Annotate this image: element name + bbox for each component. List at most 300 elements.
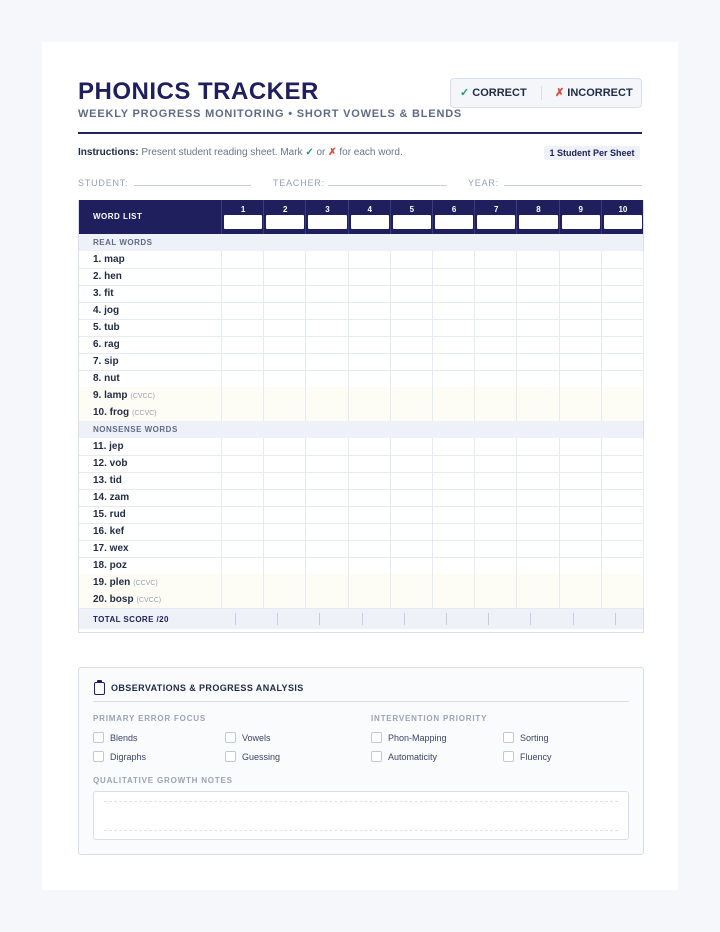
mark-cell[interactable] — [516, 557, 558, 573]
trial-date-input[interactable] — [308, 215, 346, 229]
mark-cell[interactable] — [263, 302, 305, 318]
mark-cell[interactable] — [390, 302, 432, 318]
mark-cell[interactable] — [390, 319, 432, 335]
mark-cell[interactable] — [474, 285, 516, 301]
mark-cell[interactable] — [601, 336, 643, 352]
word-text: 5. tub — [93, 322, 120, 333]
mark-cell[interactable] — [263, 336, 305, 352]
mark-cell[interactable] — [432, 455, 474, 471]
checkbox-label: Vowels — [242, 733, 271, 743]
total-score-cell[interactable] — [319, 613, 320, 625]
checkbox-digraphs[interactable] — [93, 751, 146, 762]
mark-cell[interactable] — [348, 506, 390, 522]
mark-cell[interactable] — [221, 472, 263, 488]
mark-cell[interactable] — [305, 336, 347, 352]
total-score-cell[interactable] — [573, 613, 574, 625]
mark-cell[interactable] — [474, 489, 516, 505]
mark-cell[interactable] — [474, 353, 516, 369]
mark-cell[interactable] — [516, 489, 558, 505]
mark-cell[interactable] — [516, 591, 558, 607]
mark-cell[interactable] — [432, 336, 474, 352]
word-text: 13. tid — [93, 475, 122, 486]
mark-cell[interactable] — [263, 319, 305, 335]
mark-cell[interactable] — [601, 353, 643, 369]
mark-cell[interactable] — [432, 353, 474, 369]
section-header — [79, 234, 643, 251]
mark-cell[interactable] — [390, 251, 432, 267]
column-divider — [474, 438, 475, 608]
checkbox-label: Sorting — [520, 733, 549, 743]
mark-cell[interactable] — [516, 336, 558, 352]
mark-cell[interactable] — [601, 591, 643, 607]
mark-cell[interactable] — [432, 523, 474, 539]
mark-cell[interactable] — [601, 472, 643, 488]
mark-cell[interactable] — [305, 455, 347, 471]
checkbox-blends[interactable] — [93, 732, 138, 743]
trial-column-header — [348, 200, 391, 234]
mark-cell[interactable] — [221, 268, 263, 284]
column-divider — [263, 251, 264, 421]
mark-cell[interactable] — [474, 557, 516, 573]
mark-cell[interactable] — [432, 370, 474, 386]
trial-number: 2 — [283, 205, 288, 214]
mark-cell[interactable] — [474, 523, 516, 539]
mark-cell[interactable] — [474, 506, 516, 522]
error-focus-label: PRIMARY ERROR FOCUS — [93, 714, 206, 723]
notes-line — [104, 801, 618, 802]
mark-cell[interactable] — [348, 370, 390, 386]
mark-cell[interactable] — [348, 302, 390, 318]
checkbox-label: Digraphs — [110, 752, 147, 762]
mark-cell[interactable] — [432, 591, 474, 607]
word-text: 12. vob — [93, 458, 128, 469]
legend-correct — [460, 86, 527, 99]
mark-cell[interactable] — [601, 540, 643, 556]
mark-cell[interactable] — [432, 557, 474, 573]
mark-cell[interactable] — [263, 285, 305, 301]
mark-cell[interactable] — [348, 557, 390, 573]
mark-cell[interactable] — [263, 455, 305, 471]
mark-cell[interactable] — [474, 438, 516, 454]
trial-date-input[interactable] — [604, 215, 642, 229]
mark-cell[interactable] — [221, 404, 263, 420]
page-title: PHONICS TRACKER — [78, 78, 319, 105]
mark-cell[interactable] — [601, 302, 643, 318]
mark-cell[interactable] — [390, 557, 432, 573]
mark-cell[interactable] — [559, 370, 601, 386]
checkbox-sorting[interactable] — [503, 732, 549, 743]
page-subtitle: WEEKLY PROGRESS MONITORING • SHORT VOWELS & BLENDS — [78, 108, 463, 120]
growth-notes-area[interactable] — [93, 791, 629, 840]
trial-date-input[interactable] — [477, 215, 515, 229]
mark-cell[interactable] — [474, 370, 516, 386]
word-text: 16. kef — [93, 526, 125, 537]
trial-column-header — [390, 200, 433, 234]
mark-cell[interactable] — [474, 336, 516, 352]
column-divider — [516, 438, 517, 608]
trial-date-input[interactable] — [224, 215, 262, 229]
mark-cell[interactable] — [221, 540, 263, 556]
mark-cell[interactable] — [263, 472, 305, 488]
year-field[interactable] — [504, 185, 642, 186]
mark-cell[interactable] — [601, 387, 643, 403]
mark-cell[interactable] — [305, 319, 347, 335]
mark-cell[interactable] — [221, 455, 263, 471]
column-divider — [305, 251, 306, 421]
instructions — [78, 147, 403, 158]
trial-column-header — [432, 200, 475, 234]
mark-cell[interactable] — [221, 574, 263, 590]
mark-cell[interactable] — [516, 353, 558, 369]
mark-cell[interactable] — [601, 268, 643, 284]
word-pattern-tag: (CCVC) — [132, 410, 157, 417]
mark-cell[interactable] — [559, 591, 601, 607]
mark-cell[interactable] — [559, 336, 601, 352]
mark-cell[interactable] — [390, 540, 432, 556]
mark-cell[interactable] — [221, 302, 263, 318]
checkbox-icon — [225, 732, 236, 743]
mark-cell[interactable] — [390, 370, 432, 386]
trial-date-input[interactable] — [519, 215, 557, 229]
mark-cell[interactable] — [432, 387, 474, 403]
mark-cell[interactable] — [516, 523, 558, 539]
mark-cell[interactable] — [263, 268, 305, 284]
mark-cell[interactable] — [263, 557, 305, 573]
mark-cell[interactable] — [474, 387, 516, 403]
mark-cell[interactable] — [516, 370, 558, 386]
mark-cell[interactable] — [432, 438, 474, 454]
mark-cell[interactable] — [474, 404, 516, 420]
section-header — [79, 421, 643, 438]
mark-cell[interactable] — [516, 574, 558, 590]
checkbox-guessing[interactable] — [225, 751, 280, 762]
instructions-label: Instructions: — [78, 147, 139, 158]
mark-cell[interactable] — [390, 506, 432, 522]
mark-cell[interactable] — [601, 489, 643, 505]
trial-number: 7 — [494, 205, 499, 214]
mark-cell[interactable] — [559, 489, 601, 505]
mark-cell[interactable] — [474, 319, 516, 335]
word-label — [93, 526, 124, 537]
mark-cell[interactable] — [348, 285, 390, 301]
mark-cell[interactable] — [390, 438, 432, 454]
mark-cell[interactable] — [390, 404, 432, 420]
trial-date-input[interactable] — [351, 215, 389, 229]
word-text: 15. rud — [93, 509, 126, 520]
mark-cell[interactable] — [516, 285, 558, 301]
mark-cell[interactable] — [432, 489, 474, 505]
mark-cell[interactable] — [432, 285, 474, 301]
mark-cell[interactable] — [221, 387, 263, 403]
mark-cell[interactable] — [474, 302, 516, 318]
mark-cell[interactable] — [390, 574, 432, 590]
mark-cell[interactable] — [474, 540, 516, 556]
mark-cell[interactable] — [559, 557, 601, 573]
mark-cell[interactable] — [305, 387, 347, 403]
mark-cell[interactable] — [390, 523, 432, 539]
mark-cell[interactable] — [221, 489, 263, 505]
check-icon: ✓ — [460, 87, 470, 99]
mark-cell[interactable] — [348, 353, 390, 369]
column-divider — [390, 438, 391, 608]
word-text: 9. lamp — [93, 390, 128, 401]
mark-cell[interactable] — [305, 574, 347, 590]
mark-cell[interactable] — [305, 438, 347, 454]
mark-cell[interactable] — [516, 319, 558, 335]
mark-cell[interactable] — [474, 472, 516, 488]
word-label — [93, 594, 161, 605]
mark-cell[interactable] — [305, 591, 347, 607]
checkbox-phon-mapping[interactable] — [371, 732, 447, 743]
mark-cell[interactable] — [348, 404, 390, 420]
mark-cell[interactable] — [516, 455, 558, 471]
mark-cell[interactable] — [559, 319, 601, 335]
checkbox-label: Blends — [110, 733, 138, 743]
mark-cell[interactable] — [474, 574, 516, 590]
column-divider — [432, 438, 433, 608]
mark-cell[interactable] — [559, 251, 601, 267]
mark-cell[interactable] — [221, 336, 263, 352]
mark-cell[interactable] — [221, 591, 263, 607]
mark-cell[interactable] — [474, 251, 516, 267]
mark-cell[interactable] — [601, 285, 643, 301]
mark-cell[interactable] — [559, 506, 601, 522]
mark-cell[interactable] — [263, 353, 305, 369]
mark-cell[interactable] — [263, 506, 305, 522]
mark-cell[interactable] — [432, 540, 474, 556]
instructions-or: or — [316, 147, 326, 158]
mark-cell[interactable] — [305, 370, 347, 386]
trial-date-input[interactable] — [435, 215, 473, 229]
mark-cell[interactable] — [601, 557, 643, 573]
mark-cell[interactable] — [601, 404, 643, 420]
mark-cell[interactable] — [559, 523, 601, 539]
trial-number: 3 — [325, 205, 330, 214]
mark-cell[interactable] — [516, 387, 558, 403]
mark-cell[interactable] — [221, 557, 263, 573]
total-score-cell[interactable] — [277, 613, 278, 625]
mark-cell[interactable] — [348, 472, 390, 488]
total-score-cell[interactable] — [404, 613, 405, 625]
word-list-header: WORD LIST — [93, 212, 143, 221]
mark-cell[interactable] — [390, 387, 432, 403]
mark-cell[interactable] — [390, 268, 432, 284]
mark-cell[interactable] — [348, 523, 390, 539]
mark-cell[interactable] — [390, 336, 432, 352]
cross-icon: ✗ — [328, 147, 337, 158]
mark-cell[interactable] — [432, 251, 474, 267]
mark-cell[interactable] — [305, 472, 347, 488]
mark-cell[interactable] — [390, 455, 432, 471]
mark-cell[interactable] — [516, 540, 558, 556]
mark-cell[interactable] — [263, 438, 305, 454]
teacher-field[interactable] — [328, 185, 447, 186]
mark-cell[interactable] — [221, 370, 263, 386]
mark-cell[interactable] — [432, 404, 474, 420]
mark-cell[interactable] — [432, 319, 474, 335]
mark-cell[interactable] — [348, 387, 390, 403]
student-label: STUDENT: — [78, 178, 129, 188]
total-score-cell[interactable] — [615, 613, 616, 625]
mark-cell[interactable] — [474, 268, 516, 284]
mark-cell[interactable] — [601, 574, 643, 590]
mark-cell[interactable] — [221, 353, 263, 369]
trial-number: 1 — [240, 205, 246, 214]
mark-cell[interactable] — [601, 455, 643, 471]
mark-cell[interactable] — [559, 455, 601, 471]
mark-cell[interactable] — [516, 251, 558, 267]
trial-date-input[interactable] — [562, 215, 600, 229]
mark-cell[interactable] — [263, 489, 305, 505]
column-divider — [263, 438, 264, 608]
mark-cell[interactable] — [221, 523, 263, 539]
mark-cell[interactable] — [263, 404, 305, 420]
word-label — [93, 475, 122, 486]
mark-cell[interactable] — [348, 540, 390, 556]
mark-cell[interactable] — [221, 285, 263, 301]
mark-cell[interactable] — [601, 251, 643, 267]
mark-cell[interactable] — [559, 540, 601, 556]
word-label — [93, 322, 120, 333]
word-text: 7. sip — [93, 356, 119, 367]
mark-cell[interactable] — [348, 336, 390, 352]
mark-cell[interactable] — [601, 438, 643, 454]
mark-cell[interactable] — [390, 285, 432, 301]
column-divider — [601, 438, 602, 608]
mark-cell[interactable] — [348, 438, 390, 454]
mark-cell[interactable] — [348, 319, 390, 335]
mark-cell[interactable] — [432, 506, 474, 522]
mark-cell[interactable] — [516, 472, 558, 488]
mark-cell[interactable] — [432, 574, 474, 590]
mark-cell[interactable] — [559, 574, 601, 590]
mark-cell[interactable] — [305, 302, 347, 318]
total-score-row — [79, 608, 643, 629]
mark-cell[interactable] — [221, 319, 263, 335]
mark-cell[interactable] — [390, 353, 432, 369]
mark-cell[interactable] — [348, 489, 390, 505]
mark-cell[interactable] — [305, 540, 347, 556]
word-text: 14. zam — [93, 492, 130, 503]
mark-cell[interactable] — [263, 523, 305, 539]
mark-cell[interactable] — [348, 455, 390, 471]
mark-cell[interactable] — [305, 404, 347, 420]
mark-cell[interactable] — [221, 506, 263, 522]
mark-cell[interactable] — [348, 574, 390, 590]
mark-cell[interactable] — [559, 285, 601, 301]
checkbox-label: Automaticity — [388, 752, 438, 762]
trial-date-input[interactable] — [393, 215, 431, 229]
mark-cell[interactable] — [305, 268, 347, 284]
mark-cell[interactable] — [263, 591, 305, 607]
mark-cell[interactable] — [601, 319, 643, 335]
total-score-cell[interactable] — [235, 613, 236, 625]
mark-cell[interactable] — [432, 268, 474, 284]
mark-cell[interactable] — [474, 591, 516, 607]
mark-cell[interactable] — [559, 387, 601, 403]
mark-cell[interactable] — [221, 438, 263, 454]
mark-cell[interactable] — [263, 251, 305, 267]
mark-cell[interactable] — [305, 285, 347, 301]
mark-cell[interactable] — [305, 557, 347, 573]
mark-cell[interactable] — [516, 506, 558, 522]
trial-date-input[interactable] — [266, 215, 304, 229]
mark-cell[interactable] — [348, 591, 390, 607]
year-label: YEAR: — [468, 178, 500, 188]
mark-cell[interactable] — [390, 489, 432, 505]
total-score-cell[interactable] — [362, 613, 363, 625]
mark-cell[interactable] — [432, 302, 474, 318]
mark-cell[interactable] — [516, 302, 558, 318]
checkbox-vowels[interactable] — [225, 732, 271, 743]
mark-cell[interactable] — [263, 540, 305, 556]
mark-cell[interactable] — [474, 455, 516, 471]
mark-cell[interactable] — [305, 523, 347, 539]
mark-cell[interactable] — [559, 438, 601, 454]
total-score-cell[interactable] — [446, 613, 447, 625]
word-label — [93, 509, 126, 520]
mark-cell[interactable] — [516, 268, 558, 284]
column-divider — [474, 251, 475, 421]
mark-cell[interactable] — [221, 251, 263, 267]
trial-number: 6 — [451, 205, 457, 214]
mark-cell[interactable] — [559, 472, 601, 488]
mark-cell[interactable] — [263, 574, 305, 590]
word-text: 8. nut — [93, 373, 120, 384]
mark-cell[interactable] — [516, 404, 558, 420]
word-text: 2. hen — [93, 271, 122, 282]
mark-cell[interactable] — [305, 251, 347, 267]
mark-cell[interactable] — [348, 251, 390, 267]
word-label — [93, 577, 158, 588]
checkbox-fluency[interactable] — [503, 751, 552, 762]
mark-cell[interactable] — [559, 302, 601, 318]
checkbox-icon — [503, 751, 514, 762]
word-label — [93, 492, 129, 503]
mark-cell[interactable] — [305, 353, 347, 369]
mark-cell[interactable] — [601, 506, 643, 522]
mark-cell[interactable] — [305, 506, 347, 522]
legend-incorrect-label: INCORRECT — [567, 87, 633, 99]
student-field[interactable] — [134, 185, 251, 186]
column-divider — [559, 251, 560, 421]
mark-cell[interactable] — [390, 472, 432, 488]
trial-column-header — [305, 200, 348, 234]
mark-cell[interactable] — [601, 523, 643, 539]
checkbox-icon — [371, 751, 382, 762]
mark-cell[interactable] — [559, 268, 601, 284]
mark-cell[interactable] — [432, 472, 474, 488]
total-score-cell[interactable] — [530, 613, 531, 625]
legend-correct-label: CORRECT — [472, 87, 527, 99]
mark-cell[interactable] — [348, 268, 390, 284]
mark-cell[interactable] — [305, 489, 347, 505]
notes-label: QUALITATIVE GROWTH NOTES — [93, 776, 233, 785]
trial-column-header — [516, 200, 559, 234]
mark-cell[interactable] — [601, 370, 643, 386]
mark-cell[interactable] — [559, 353, 601, 369]
word-label — [93, 560, 127, 571]
mark-cell[interactable] — [390, 591, 432, 607]
mark-cell[interactable] — [263, 370, 305, 386]
checkbox-automaticity[interactable] — [371, 751, 437, 762]
mark-cell[interactable] — [263, 387, 305, 403]
observations-panel — [78, 667, 644, 855]
mark-cell[interactable] — [516, 438, 558, 454]
mark-cell[interactable] — [559, 404, 601, 420]
total-score-label: TOTAL SCORE /20 — [93, 615, 169, 624]
total-score-cell[interactable] — [488, 613, 489, 625]
